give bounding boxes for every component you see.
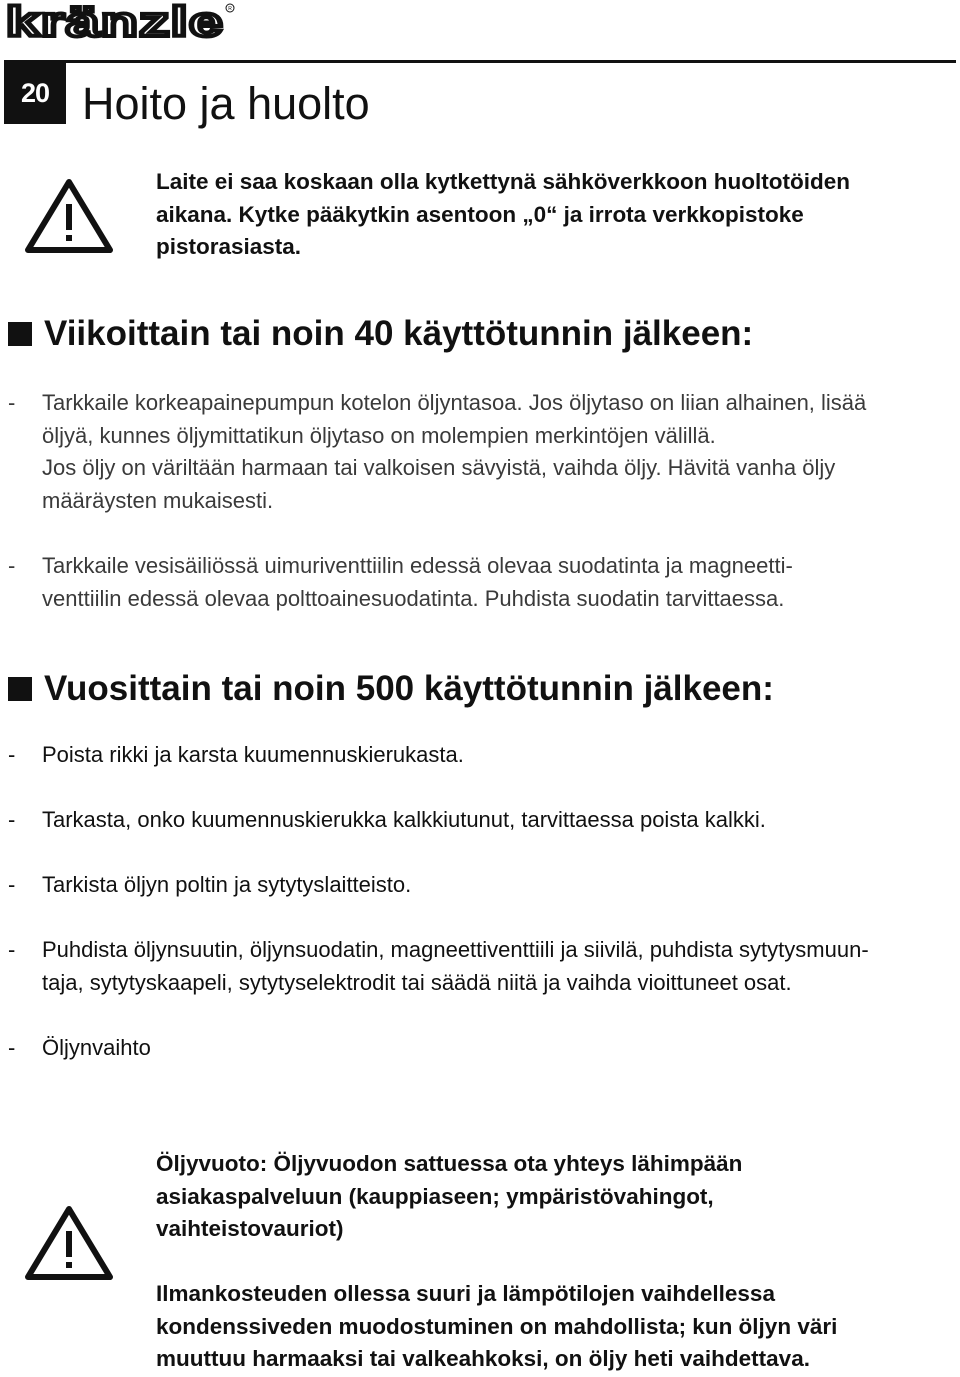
text-line: Tarkista öljyn poltin ja sytytyslaitteisto. <box>42 872 412 897</box>
text-line: Tarkkaile korkeapainepumpun kotelon öljyntasoa. Jos öljytaso on liian alhainen, lisää <box>42 390 867 415</box>
text-line: Tarkasta, onko kuumennuskierukka kalkkiutunut, tarvittaessa poista kalkki. <box>42 807 766 832</box>
list-dash: - <box>8 553 16 578</box>
list-dash: - <box>8 937 16 962</box>
list-item-text <box>42 804 952 837</box>
header-rule <box>4 60 956 63</box>
warning-line: kondenssiveden muodostuminen on mahdollista; kun öljyn väri <box>156 1313 838 1339</box>
svg-text:kränzle: kränzle <box>6 2 224 42</box>
warning-line: Ilmankosteuden ollessa suuri ja lämpötilojen vaihdellessa <box>156 1281 775 1306</box>
list-item-text <box>42 550 952 615</box>
list-item-text <box>42 869 952 902</box>
text-line: Poista rikki ja karsta kuumennuskierukasta. <box>42 742 464 767</box>
text-line: Öljynvaihto <box>42 1035 151 1060</box>
list-dash: - <box>8 1035 16 1060</box>
warning-maintenance-text <box>156 166 850 264</box>
warning-line: pistorasiasta. <box>156 234 302 259</box>
kranzle-logo <box>6 2 236 42</box>
text-line: Jos öljy on väriltään harmaan tai valkoisen sävyistä, vaihda öljy. Hävitä vanha öljy <box>42 455 836 480</box>
warning-triangle-icon <box>24 1205 114 1281</box>
list-dash: - <box>8 390 16 415</box>
section-heading-weekly <box>8 313 753 355</box>
svg-text:R: R <box>228 6 232 12</box>
warning-line: aikana. Kytke pääkytkin asentoon „0“ ja irrota verkkopistoke <box>156 201 804 227</box>
section-heading-yearly <box>8 668 774 710</box>
section-heading-text: Vuosittain tai noin 500 käyttötunnin jälkeen: <box>44 669 774 708</box>
list-dash: - <box>8 742 16 767</box>
warning-condensation-text <box>156 1278 837 1376</box>
text-line: öljyä, kunnes öljymittatikun öljytaso on molempien merkintöjen välillä. <box>42 422 716 448</box>
list-item-text <box>42 387 952 517</box>
text-line: Puhdista öljynsuutin, öljynsuodatin, magneettiventtiili ja siivilä, puhdista sytytysmuun- <box>42 937 869 962</box>
text-line: venttiilin edessä olevaa polttoainesuodatinta. Puhdista suodatin tarvittaessa. <box>42 585 785 611</box>
warning-line: Öljyvuoto: Öljyvuodon sattuessa ota yhteys lähimpään <box>156 1151 743 1176</box>
text-line: taja, sytytyskaapeli, sytytyselektrodit tai säädä niitä ja vaihda vioittuneet osat. <box>42 969 792 995</box>
warning-line: vaihteistovauriot) <box>156 1216 344 1241</box>
page-number: 20 <box>4 62 66 124</box>
bullet-square-icon <box>8 677 32 701</box>
list-dash: - <box>8 872 16 897</box>
text-line: määräysten mukaisesti. <box>42 487 274 513</box>
list-item-text <box>42 934 952 999</box>
warning-line: asiakaspalveluun (kauppiaseen; ympäristövahingot, <box>156 1183 714 1209</box>
text-line: Tarkkaile vesisäiliössä uimuriventtiilin edessä olevaa suodatinta ja magneetti- <box>42 553 793 578</box>
list-item-text <box>42 739 952 772</box>
section-heading-text: Viikoittain tai noin 40 käyttötunnin jälkeen: <box>44 314 754 353</box>
warning-line: Laite ei saa koskaan olla kytkettynä sähköverkkoon huoltotöiden <box>156 169 850 194</box>
warning-oil-leak-text <box>156 1148 742 1246</box>
page-title: Hoito ja huolto <box>82 78 370 129</box>
list-item-text <box>42 1032 952 1065</box>
bullet-square-icon <box>8 322 32 346</box>
list-dash: - <box>8 807 16 832</box>
warning-triangle-icon <box>24 178 114 254</box>
warning-line: muuttuu harmaaksi tai valkeahkoksi, on öljy heti vaihdettava. <box>156 1346 810 1371</box>
